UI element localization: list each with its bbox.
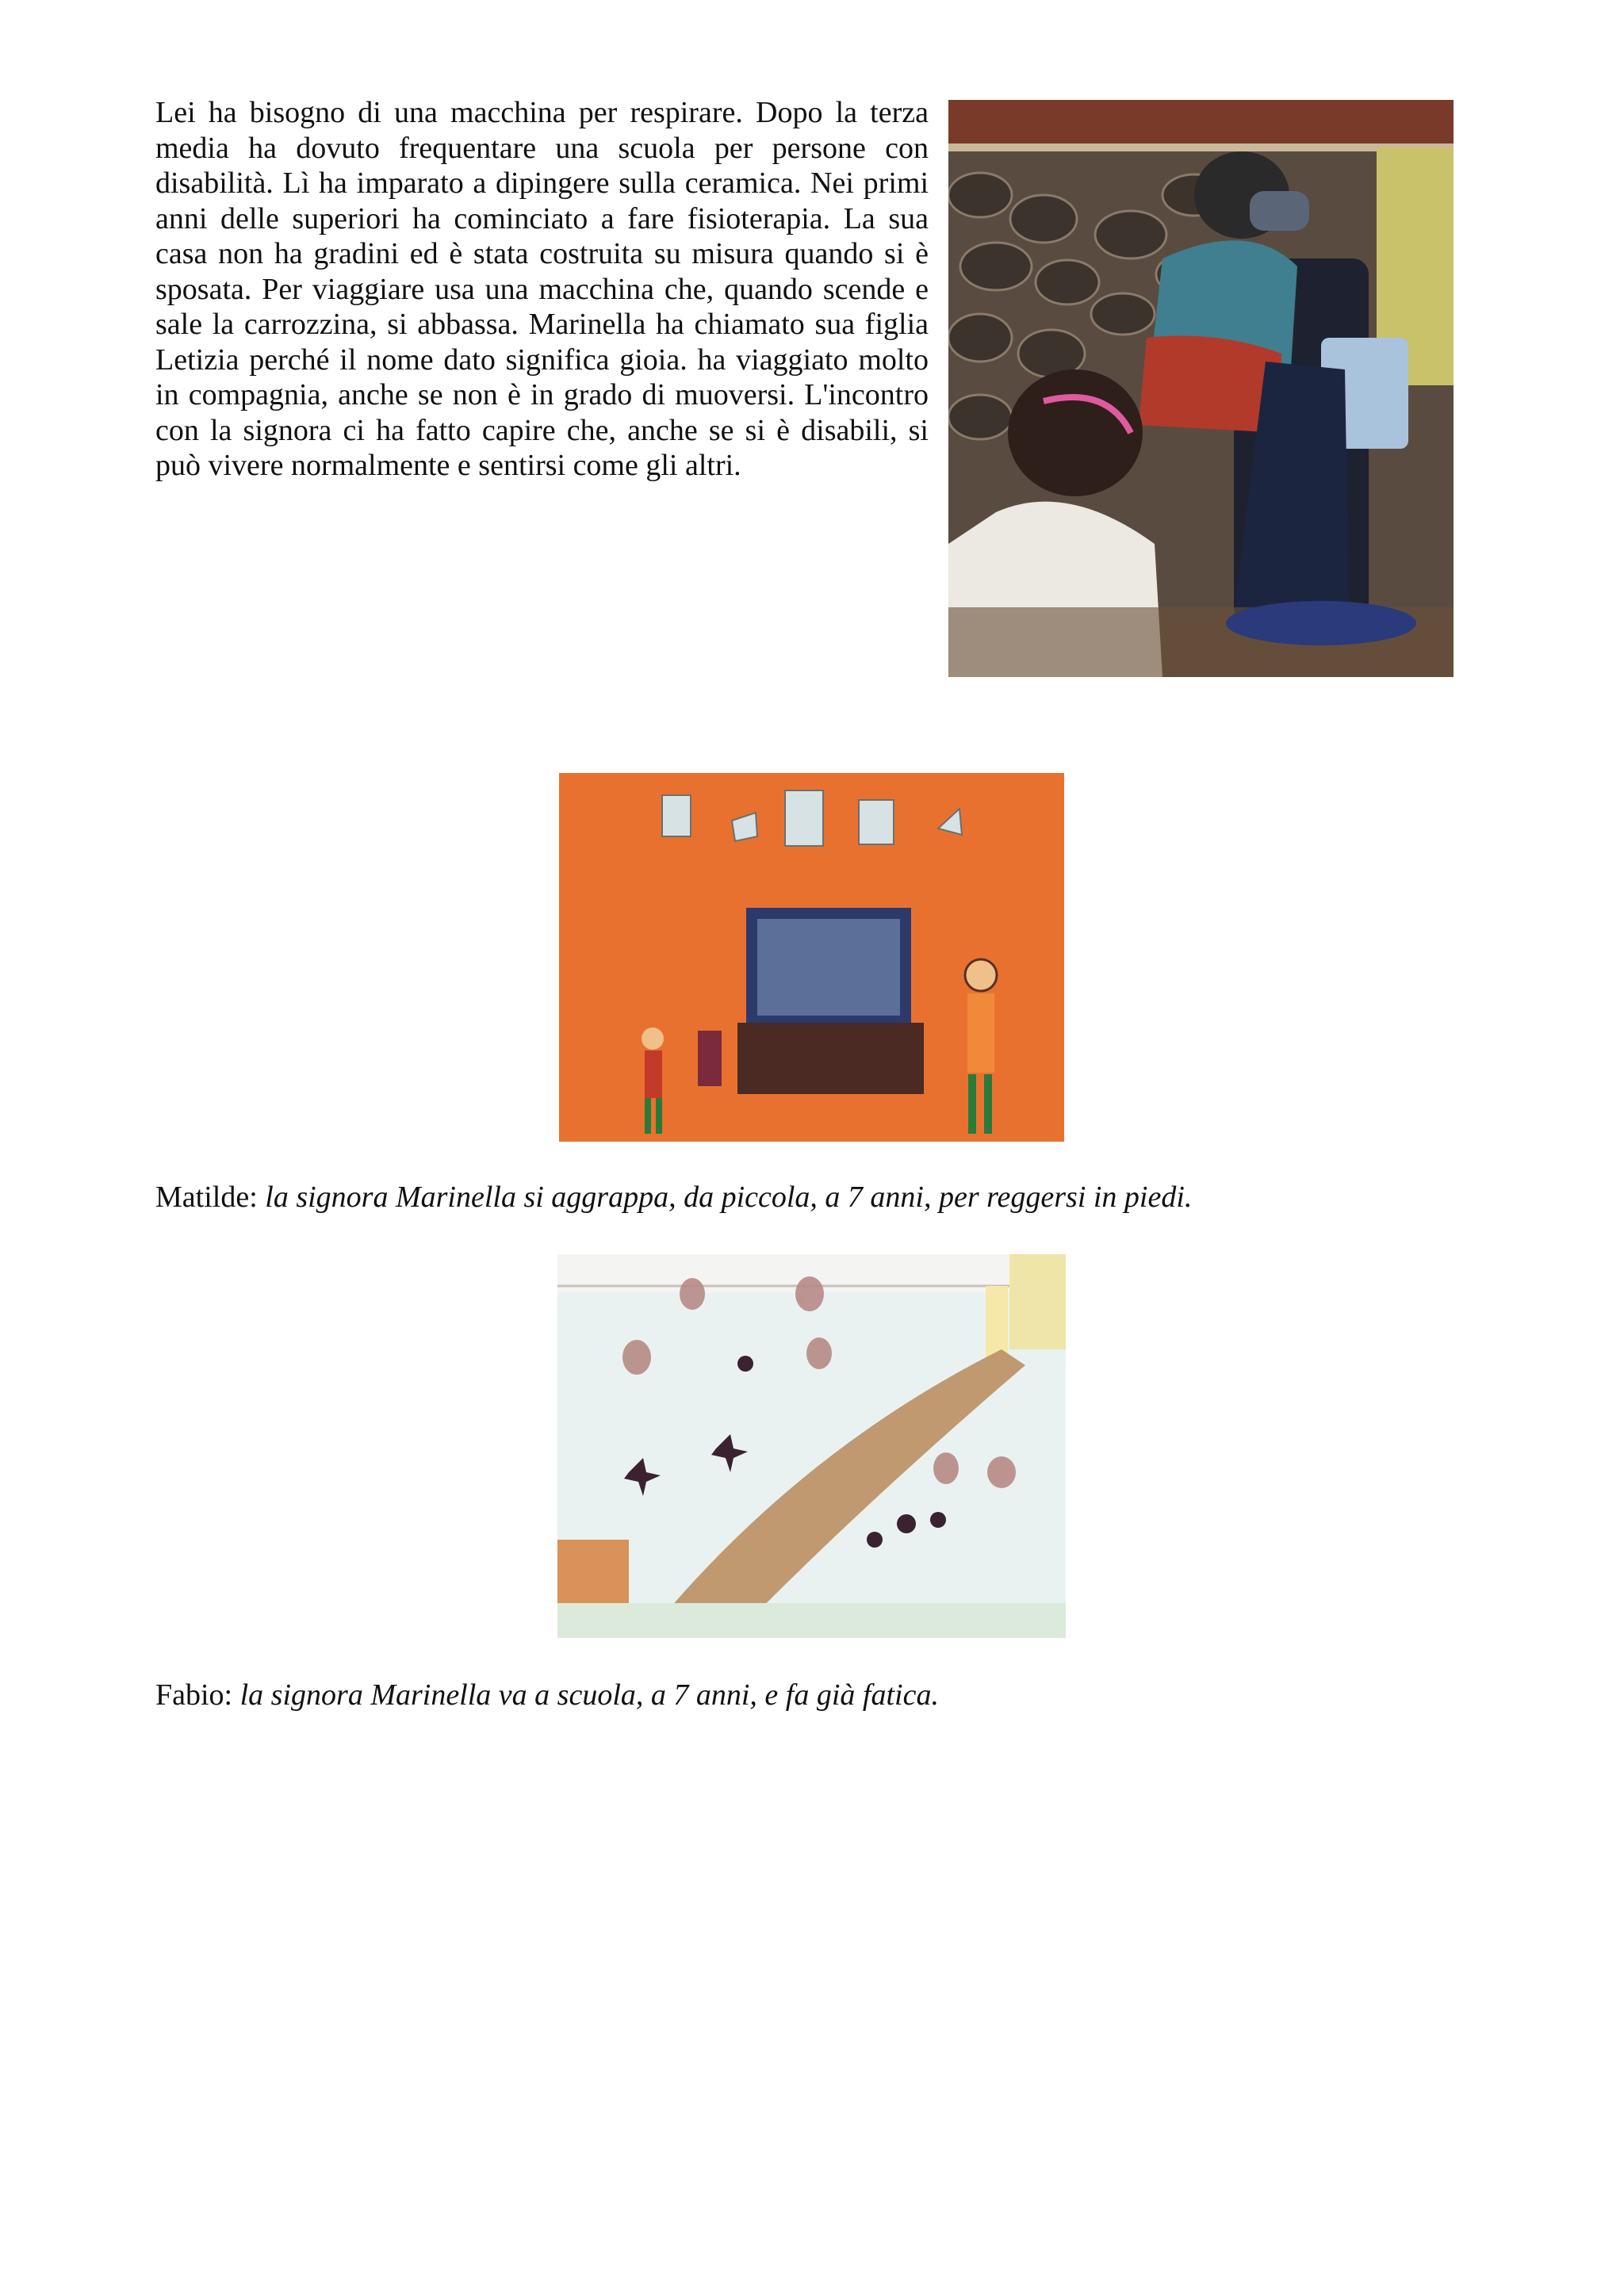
child-drawing-matilde <box>559 773 1064 1142</box>
caption-text: la signora Marinella si aggrappa, da piccola, a 7 anni, per reggersi in piedi. <box>265 1181 1193 1214</box>
photo-wheelchair <box>948 100 1454 677</box>
caption-fabio <box>155 1678 939 1712</box>
caption-text: la signora Marinella va a scuola, a 7 anni, e fa già fatica. <box>239 1678 939 1712</box>
caption-author: Matilde: <box>155 1181 258 1214</box>
caption-matilde <box>155 1180 1192 1215</box>
body-paragraph: Lei ha bisogno di una macchina per respirare. Dopo la terza media ha dovuto frequentare una scuola per persone con disabilità. Lì ha imparato a dipingere sulla ceramica. Nei primi anni delle superiori ha cominciato a fare fisioterapia. La sua casa non ha gradini ed è stata costruita su misura quando si è sposata. Per viaggiare usa una macchina che, quando scende e sale la carrozzina, si abbassa. Marinella ha chiamato sua figlia Letizia perché il nome dato significa gioia. ha viaggiato molto in compagnia, anche se non è in grado di muoversi. L'incontro con la signora ci ha fatto capire che, anche se si è disabili, si può vivere normalmente e sentirsi come gli altri. <box>155 96 929 482</box>
child-drawing-fabio <box>557 1254 1066 1638</box>
caption-author: Fabio: <box>155 1678 233 1712</box>
